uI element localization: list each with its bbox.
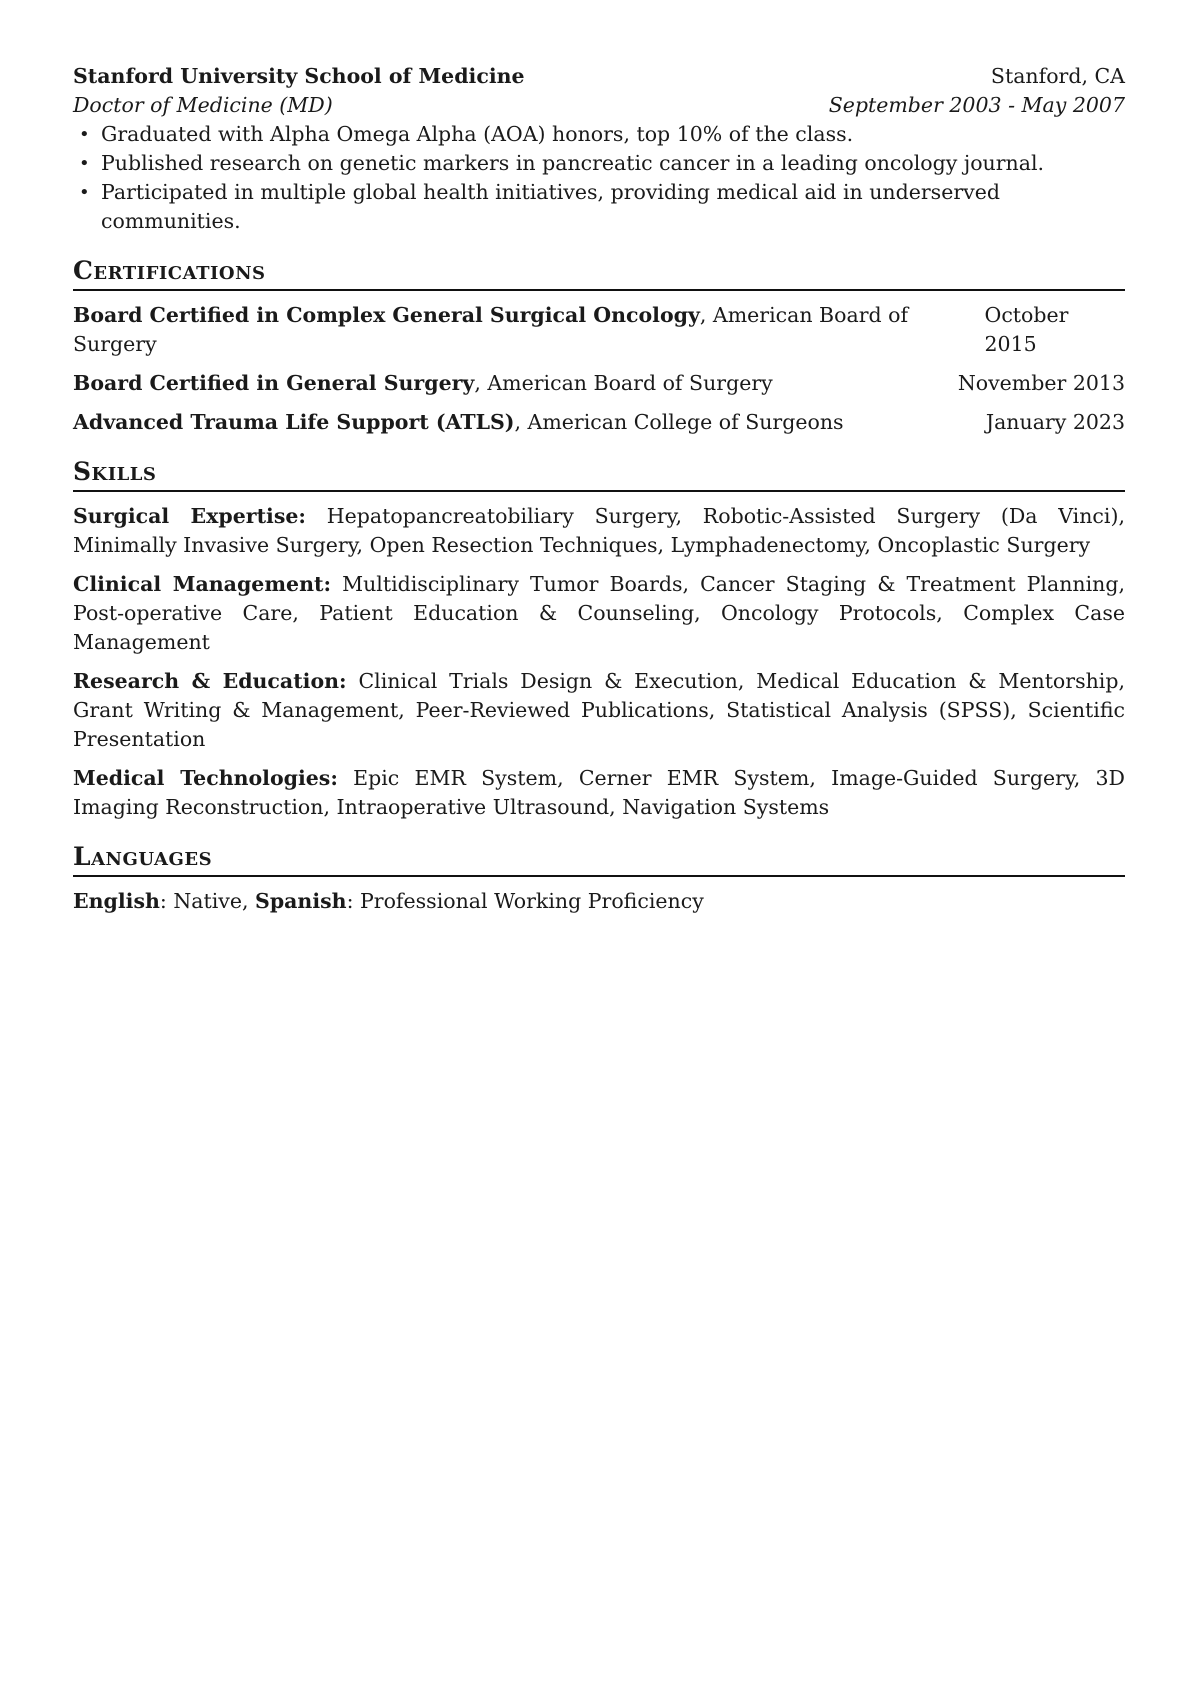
education-dates: September 2003 - May 2007 <box>828 93 1125 117</box>
certification-date: November 2013 <box>957 371 1125 395</box>
certification-date: October 2015 <box>984 303 1069 356</box>
certification-name: Board Certified in General Surgery <box>73 371 475 395</box>
education-bullet-list <box>73 120 1125 236</box>
skill-paragraph <box>73 502 1125 560</box>
certification-issuer: , American Board of Surgery <box>474 371 773 395</box>
skill-paragraph <box>73 667 1125 754</box>
education-degree: Doctor of Medicine (MD) <box>73 93 333 117</box>
bullet-icon: • <box>79 153 90 174</box>
language-name: English <box>73 889 160 913</box>
certification-name: Board Certified in Complex General Surgical Oncology <box>73 303 700 327</box>
education-degree-row <box>73 91 1125 120</box>
education-location: Stanford, CA <box>990 64 1125 88</box>
language-level: : Professional Working Proficiency <box>346 889 704 913</box>
resume-page <box>73 62 1125 916</box>
certification-row <box>73 369 1125 398</box>
certification-date: January 2023 <box>985 410 1125 434</box>
section-title-languages: Languages <box>73 840 1125 877</box>
skill-label: Clinical Management: <box>73 572 332 596</box>
bullet-icon: • <box>79 182 90 203</box>
skill-text: Clinical Trials Design & Execution, Medical Education & Mentorship, Grant Writing & Management, Peer-Reviewed Publications, Statistical Analysis (SPSS), Scientific Presentation <box>73 669 1125 751</box>
certification-issuer: , American College of Surgeons <box>514 410 844 434</box>
skill-text: Multidisciplinary Tumor Boards, Cancer Staging & Treatment Planning, Post-operative Care, Patient Education & Counseling, Oncology Protocols, Complex Case Management <box>73 572 1125 654</box>
section-title-skills: Skills <box>73 455 1125 492</box>
skill-paragraph <box>73 764 1125 822</box>
skill-text: Epic EMR System, Cerner EMR System, Image-Guided Surgery, 3D Imaging Reconstruction, Intraoperative Ultrasound, Navigation Systems <box>73 766 1125 819</box>
skill-paragraph <box>73 570 1125 657</box>
certification-entry <box>73 408 844 437</box>
list-item: • Published research on genetic markers in pancreatic cancer in a leading oncology journal. <box>73 149 1125 178</box>
certification-row <box>73 408 1125 437</box>
languages-line <box>73 887 1125 916</box>
language-name: Spanish <box>255 889 347 913</box>
skill-label: Surgical Expertise: <box>73 504 306 528</box>
skill-label: Medical Technologies: <box>73 766 338 790</box>
list-item: • Participated in multiple global health initiatives, providing medical aid in underserved communities. <box>79 180 1000 233</box>
certification-name: Advanced Trauma Life Support (ATLS) <box>73 410 515 434</box>
education-header-row <box>73 62 1125 91</box>
skill-text: Hepatopancreatobiliary Surgery, Robotic-Assisted Surgery (Da Vinci), Minimally Invasive Surgery, Open Resection Techniques, Lymphadenectomy, Oncoplastic Surgery <box>73 504 1125 557</box>
certification-entry <box>73 369 773 398</box>
certification-issuer: , American Board of Surgery <box>73 303 909 356</box>
education-institution: Stanford University School of Medicine <box>73 64 525 88</box>
certification-row <box>73 301 1125 359</box>
bullet-icon: • <box>79 124 90 145</box>
list-item: • Graduated with Alpha Omega Alpha (AOA) honors, top 10% of the class. <box>73 120 1125 149</box>
skill-label: Research & Education: <box>73 669 347 693</box>
certification-entry <box>73 301 985 359</box>
language-level: : Native, <box>159 889 256 913</box>
section-title-certifications: Certifications <box>73 254 1125 291</box>
